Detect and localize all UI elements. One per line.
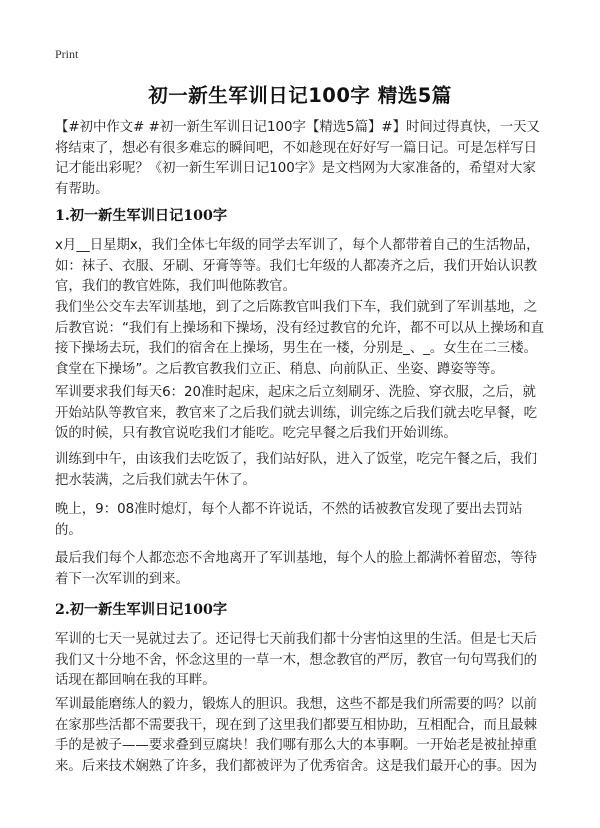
section-1-paragraph: x月__日星期x，我们全体七年级的同学去军训了，每个人都带着自己的生活物品，如：袜子、衣服、牙刷、牙膏等等。我们七年级的人都凑齐之后，我们开始认识教官，我们的教官姓陈，我们叫他陈教官。	[55, 238, 540, 294]
section-1-paragraph: 最后我们每个人都恋恋不舍地离开了军训基地，每个人的脸上都满怀着留恋，等待着下一次军训的到来。	[55, 551, 538, 587]
section-1-paragraph: 军训要求我们每天6：20准时起床，起床之后立刻刷牙、洗脸、穿衣服，之后，就开始站队等教官来，教官来了之后我们就去训练，训完练之后我们就去吃早餐，吃饭的时候，只有教官说吃我们才能吃。吃完早餐之后我们开始训练。	[55, 385, 538, 441]
section-2-paragraph: 军训最能磨练人的毅力，锻炼人的胆识。我想，这些不都是我们所需要的吗？以前在家那些活都不需要我干，现在到了这里我们都要互相协助，互相配合，而且最棘手的是被子——要求叠到豆腐块！我们哪有那么大的本事啊。一开始老是被扯掉重来。后来技术娴熟了许多，我们都被评为了优秀宿舍。这是我们最开心的事。因为	[55, 697, 538, 774]
section-1-paragraph: 训练到中午，由该我们去吃饭了，我们站好队，进入了饭堂，吃完午餐之后，我们把水装满，之后我们就去午休了。	[55, 452, 538, 488]
section-2-paragraph: 军训的七天一晃就过去了。还记得七天前我们都十分害怕这里的生活。但是七天后我们又十分地不舍，怀念这里的一草一木，想念教官的严厉，教官一句句骂我们的话现在都回响在我的耳畔。	[55, 632, 538, 688]
section-1-heading: 1.初一新生军训日记100字	[55, 208, 228, 224]
section-2-heading: 2.初一新生军训日记100字	[55, 602, 228, 618]
print-label: Print	[55, 47, 79, 61]
intro-paragraph: 【#初中作文# #初一新生军训日记100字【精选5篇】#】时间过得真快，一天又将结束了，想必有很多难忘的瞬间吧，不如趁现在好好写一篇日记。可是怎样写日记才能出彩呢？《初一新生军训日记100字》是文档网为大家准备的，希望对大家有帮助。	[55, 120, 540, 197]
page-title: 初一新生军训日记100字 精选5篇	[148, 84, 452, 107]
section-1-paragraph: 我们坐公交车去军训基地，到了之后陈教官叫我们下车，我们就到了军训基地，之后教官说：“我们有上操场和下操场，没有经过教官的允许，都不可以从上操场和直接下操场去玩，我们的宿舍在上操场，男生在一楼，分别是_、_。女生在二三楼。食堂在下操场”。之后教官教我们立正、稍息、向前队正、坐姿、蹲姿等等。	[55, 300, 544, 377]
section-1-paragraph: 晚上，9：08准时熄灯，每个人都不许说话，不然的话被教官发现了要出去罚站的。	[55, 502, 523, 538]
